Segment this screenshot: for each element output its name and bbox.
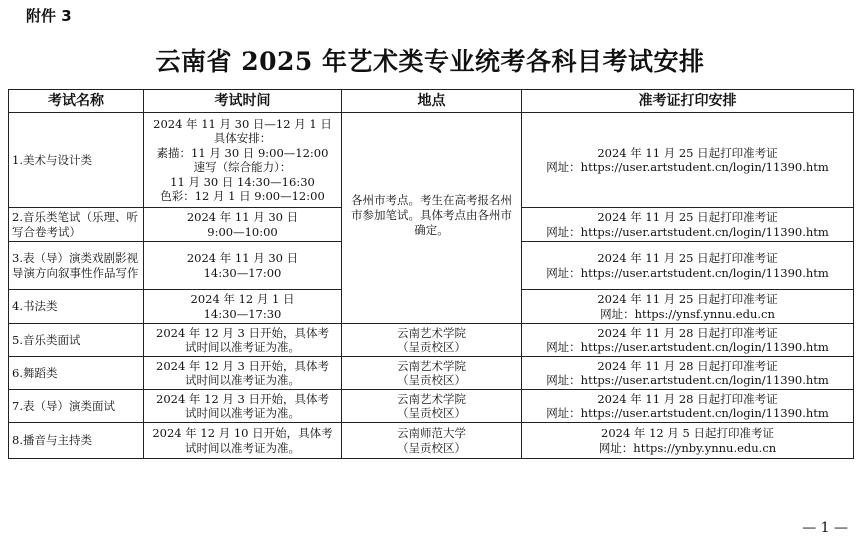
time-line: 2024 年 12 月 1 日 [190, 292, 295, 306]
time-line: 2024 年 12 月 3 日开始，具体考 [156, 358, 329, 373]
time-line: 试时间以准考证为准。 [185, 440, 300, 455]
print-url: 网址：https://user.artstudent.cn/login/11390.htm [546, 340, 829, 354]
header-print: 准考证打印安排 [522, 90, 854, 113]
exam-time [144, 290, 342, 324]
attachment-label: 附件 3 [26, 7, 72, 25]
time-line: 素描：11 月 30 日 9:00—12:00 [156, 145, 329, 160]
exam-name: 7.表（导）演类面试 [9, 390, 144, 423]
print-url: 网址：https://user.artstudent.cn/login/11390.htm [546, 224, 829, 239]
time-line: 色彩：12 月 1 日 9:00—12:00 [160, 189, 325, 203]
table-header-row [9, 90, 854, 113]
time-line: 试时间以准考证为准。 [185, 406, 300, 420]
print-date: 2024 年 11 月 28 日起打印准考证 [597, 358, 778, 373]
table-row [9, 423, 854, 459]
exam-name: 1.美术与设计类 [9, 113, 144, 208]
time-line: 2024 年 11 月 30 日 [186, 251, 299, 265]
print-arrangement [522, 390, 854, 423]
time-line: 2024 年 12 月 3 日开始，具体考 [156, 325, 329, 340]
time-line: 2024 年 11 月 30 日 [186, 210, 299, 224]
print-date: 2024 年 11 月 25 日起打印准考证 [597, 251, 778, 265]
print-url: 网址：https://user.artstudent.cn/login/11390.htm [546, 373, 829, 387]
time-line: 具体安排： [213, 131, 272, 145]
time-line: 14:30—17:00 [203, 265, 282, 280]
time-line: 9:00—10:00 [207, 224, 278, 239]
print-arrangement [522, 324, 854, 357]
print-date: 2024 年 11 月 25 日起打印准考证 [597, 210, 778, 224]
time-line: 试时间以准考证为准。 [185, 340, 300, 354]
exam-time [144, 113, 342, 208]
exam-time [144, 242, 342, 290]
print-date: 2024 年 11 月 28 日起打印准考证 [597, 325, 778, 340]
table-row [9, 357, 854, 390]
header-exam-name: 考试名称 [9, 90, 144, 113]
print-arrangement [522, 423, 854, 459]
location-line: 云南艺术学院 [397, 391, 466, 406]
exam-name: 2.音乐类笔试（乐理、听写合卷考试） [9, 208, 144, 242]
exam-time [144, 423, 342, 459]
time-line: 试时间以准考证为准。 [185, 373, 300, 387]
location-line: （呈贡校区） [397, 440, 466, 455]
exam-name: 8.播音与主持类 [9, 423, 144, 459]
time-line: 11 月 30 日 14:30—16:30 [170, 174, 315, 189]
exam-location [342, 423, 522, 459]
table-row [9, 113, 854, 208]
print-url: 网址：https://user.artstudent.cn/login/11390.htm [546, 406, 829, 420]
print-date: 2024 年 11 月 25 日起打印准考证 [597, 145, 778, 160]
exam-time [144, 357, 342, 390]
exam-time [144, 390, 342, 423]
print-arrangement [522, 290, 854, 324]
exam-time [144, 324, 342, 357]
header-location: 地点 [342, 90, 522, 113]
print-date: 2024 年 11 月 28 日起打印准考证 [597, 391, 778, 406]
time-line: 速写（综合能力）： [193, 160, 292, 174]
exam-time [144, 208, 342, 242]
header-exam-time: 考试时间 [144, 90, 342, 113]
location-line: 云南师范大学 [397, 426, 466, 440]
exam-location [342, 390, 522, 423]
time-line: 2024 年 12 月 3 日开始，具体考 [156, 391, 329, 406]
print-url: 网址：https://user.artstudent.cn/login/11390.htm [546, 265, 829, 280]
location-line: （呈贡校区） [397, 340, 466, 354]
exam-name: 4.书法类 [9, 290, 144, 324]
location-line: （呈贡校区） [397, 373, 466, 387]
table-row [9, 390, 854, 423]
print-arrangement [522, 357, 854, 390]
exam-location [342, 357, 522, 390]
time-line: 14:30—17:30 [203, 306, 282, 321]
print-date: 2024 年 11 月 25 日起打印准考证 [597, 292, 778, 306]
exam-name: 6.舞蹈类 [9, 357, 144, 390]
table-row [9, 324, 854, 357]
location-line: 云南艺术学院 [397, 358, 466, 373]
exam-location [342, 324, 522, 357]
print-url: 网址：https://ynby.ynnu.edu.cn [598, 440, 777, 455]
print-url: 网址：https://ynsf.ynnu.edu.cn [600, 306, 775, 321]
time-line: 2024 年 12 月 10 日开始，具体考 [152, 426, 333, 440]
print-arrangement [522, 208, 854, 242]
location-line: 云南艺术学院 [397, 325, 466, 340]
page-title: 云南省 2025 年艺术类专业统考各科目考试安排 [155, 47, 705, 76]
exam-schedule-table [8, 89, 854, 459]
location-line: （呈贡校区） [397, 406, 466, 420]
exam-location-merged: 各州市考点。考生在高考报名州市参加笔试。具体考点由各州市确定。 [342, 113, 522, 324]
page-number: — 1 — [802, 520, 848, 536]
print-arrangement [522, 242, 854, 290]
print-arrangement [522, 113, 854, 208]
print-date: 2024 年 12 月 5 日起打印准考证 [601, 426, 774, 440]
exam-name: 3.表（导）演类戏剧影视导演方向叙事性作品写作 [9, 242, 144, 290]
exam-name: 5.音乐类面试 [9, 324, 144, 357]
time-line: 2024 年 11 月 30 日—12 月 1 日 [153, 116, 332, 131]
print-url: 网址：https://user.artstudent.cn/login/11390.htm [546, 160, 829, 174]
